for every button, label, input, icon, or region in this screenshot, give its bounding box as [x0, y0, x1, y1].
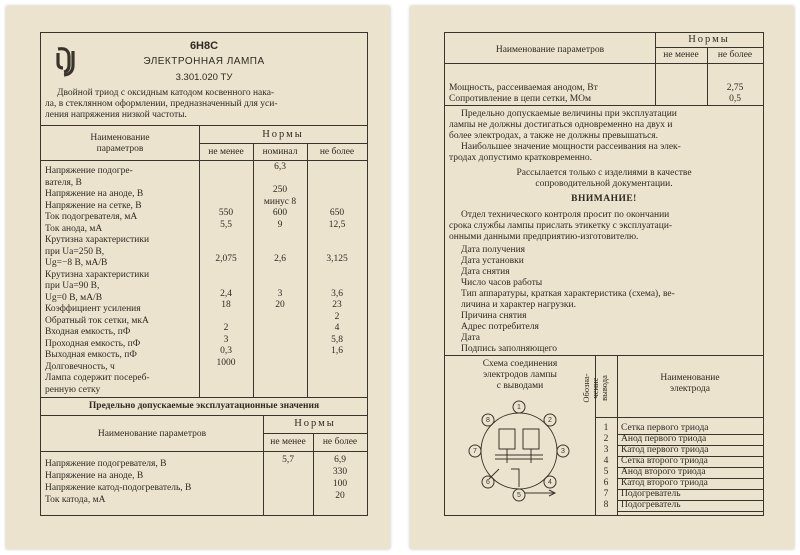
table1-row-name: Напряжение на аноде, В	[45, 189, 144, 199]
scheme-title-line-3: с выводами	[496, 381, 544, 391]
spec-number: 3.301.020 ТУ	[175, 72, 233, 83]
pin-electrode-name: Анод первого триода	[621, 434, 707, 444]
svg-text:2: 2	[548, 417, 552, 424]
para1-line-2: лампы не должны достигаться одновременно на двух и	[449, 120, 673, 130]
rtable-row-2-name: Сопротивление в цепи сетки, МОм	[449, 94, 592, 104]
table1-row-name: вателя, В	[45, 177, 82, 188]
table1-row-nom: 600	[272, 208, 288, 218]
table1-row-name: Крутизна характеристики	[45, 235, 150, 245]
svg-text:3: 3	[561, 448, 565, 455]
table2-name-header: Наименование параметров	[97, 429, 207, 439]
table1-row-name: Обратный ток сетки, мкА	[45, 315, 149, 326]
para1-line-3: более электродах, а также не должны превышаться.	[449, 131, 659, 141]
table1-row-name: Долговечность, ч	[45, 361, 115, 372]
label-field: Дата установки	[461, 256, 524, 266]
label-field: Тип аппаратуры, краткая характеристика (схема), ве-	[461, 289, 675, 299]
table1-row-name: Ug=−8 В, мА/В	[45, 258, 108, 268]
pin-number: 5	[603, 467, 609, 477]
table1-norms-header: Нормы	[262, 129, 304, 140]
rtable-row-1-name: Мощность, рассеиваемая анодом, Вт	[449, 83, 598, 93]
shipping-line-1: Рассылается только с изделиями в качестве	[516, 168, 692, 178]
label-field: Число часов работы	[461, 278, 543, 288]
table2-row-max: 6,9	[334, 455, 346, 465]
description-line-3: ления напряжения низкой частоты.	[45, 110, 187, 120]
rtable-min-header: не менее	[663, 50, 699, 60]
table1-row-max: 4	[334, 323, 340, 333]
svg-text:5: 5	[517, 492, 521, 499]
pin-electrode-name: Катод первого триода	[621, 445, 709, 455]
table2-max-header: не более	[322, 437, 358, 447]
table1-name-header-line-2: параметров	[96, 144, 144, 154]
rtable-row-1-max: 2,75	[726, 83, 744, 93]
table1-row-name: Выходная емкость, пФ	[45, 350, 137, 360]
attention-heading: ВНИМАНИЕ!	[571, 194, 637, 204]
table1-row-max: 3,125	[326, 254, 348, 264]
label-field: Дата	[461, 333, 480, 343]
left-frame	[40, 32, 368, 516]
table1-row-max: 650	[329, 208, 345, 218]
table1-row-name: при Ua=250 В,	[45, 246, 105, 257]
designation-header-line-3: вывода	[599, 375, 609, 401]
pin-electrode-name: Подогреватель	[621, 500, 681, 510]
table2-row-name: Напряжение подогревателя, В	[45, 459, 167, 469]
tube-model: 6Н8С	[189, 40, 219, 52]
designation-header-line-2: чение	[590, 377, 600, 399]
label-field: Дата получения	[461, 245, 526, 255]
label-field: Подпись заполняющего	[461, 344, 558, 354]
table1-row-min: 2,075	[215, 254, 237, 264]
pin-electrode-name: Анод второго триода	[621, 467, 706, 477]
scheme-title-line-2: электродов лампы	[483, 370, 557, 380]
svg-text:6: 6	[486, 479, 490, 486]
table1-row-min: 5,5	[220, 219, 232, 230]
pin-number: 3	[603, 445, 609, 455]
table1-row-name: Коэффициент усиления	[45, 304, 141, 314]
table1-row-min: 1000	[216, 357, 236, 368]
table1-row-min: 0,3	[220, 346, 232, 356]
table1-row-min: 2	[223, 323, 229, 333]
pin-connection-diagram-icon	[459, 393, 579, 511]
table1-min-header: не менее	[208, 147, 244, 157]
table1-row-nom: минус 8	[263, 196, 297, 207]
table1-row-max: 2	[334, 311, 340, 322]
svg-text:4: 4	[548, 479, 552, 486]
notice-line-1: Отдел технического контроля просит по окончании	[461, 210, 670, 220]
pin-number: 6	[603, 478, 609, 488]
pin-number: 7	[603, 489, 609, 499]
rtable-norms-header: Нормы	[688, 34, 730, 45]
svg-text:1: 1	[517, 404, 521, 411]
table1-row-min: 3	[223, 334, 229, 345]
pin-electrode-name: Подогреватель	[621, 489, 681, 499]
shipping-line-2: сопроводительной документации.	[535, 179, 673, 189]
table1-row-nom: 9	[277, 219, 283, 230]
para2-line-2: тродах допустимо кратковременно.	[449, 153, 593, 163]
table1-row-nom: 20	[275, 300, 285, 310]
table1-name-header-line-1: Наименование	[90, 133, 150, 143]
pin-number: 4	[603, 456, 609, 466]
label-field: Причина снятия	[461, 311, 527, 321]
notice-line-3: онными данными предприятию-изготовителю.	[449, 232, 639, 242]
label-field: Адрес потребителя	[461, 322, 539, 332]
limits-section-title: Предельно допускаемые эксплуатационные значения	[88, 401, 320, 411]
table1-row-max: 12,5	[328, 219, 346, 230]
svg-text:7: 7	[473, 448, 477, 455]
table1-row-name: Ток анода, мА	[45, 223, 103, 234]
table2-row-max: 100	[332, 479, 348, 489]
table1-row-min: 2,4	[220, 288, 232, 299]
pin-number: 1	[603, 423, 609, 433]
rtable-row-2-max: 0,5	[729, 94, 741, 104]
pin-row-divider	[617, 511, 763, 512]
table1-row-name: ренную сетку	[45, 384, 101, 395]
pin-electrode-name: Катод второго триода	[621, 478, 708, 488]
table1-row-name: Напряжение на сетке, В	[45, 200, 142, 211]
table1-row-name: Входная емкость, пФ	[45, 327, 131, 337]
table1-row-name: при Ua=90 В,	[45, 281, 100, 291]
table1-row-name: Напряжение подогре-	[45, 166, 133, 176]
table1-row-max: 1,6	[331, 346, 343, 356]
notice-line-2: срока службы лампы прислать этикетку с эксплуатаци-	[449, 221, 673, 231]
table2-norms-header: Нормы	[294, 418, 336, 429]
table2-row-min: 5,7	[282, 455, 294, 465]
table1-row-name: Проходная емкость, пФ	[45, 338, 141, 349]
rtable-name-header: Наименование параметров	[495, 45, 605, 55]
right-page	[410, 6, 794, 549]
table1-row-name: Ug=0 В, мА/В	[45, 292, 103, 303]
table1-max-header: не более	[319, 147, 355, 157]
electrode-header-line-2: электрода	[670, 384, 710, 394]
table1-row-nom: 3	[277, 288, 283, 299]
table1-row-nom: 6,3	[274, 162, 286, 172]
para2-line-1: Наибольшее значение мощности рассеивания на элек-	[461, 142, 681, 152]
table2-row-name: Напряжение катод-подогреватель, В	[45, 483, 192, 493]
table1-row-min: 550	[218, 208, 234, 218]
table1-row-name: Лампа содержит посереб-	[45, 373, 150, 383]
table2-row-max: 20	[335, 491, 345, 501]
electrode-header-line-1: Наименование	[660, 373, 720, 383]
document-title: ЭЛЕКТРОННАЯ ЛАМПА	[143, 56, 265, 67]
pin-number: 8	[603, 500, 609, 510]
table1-nom-header: номинал	[262, 147, 298, 157]
pin-electrode-name: Сетка первого триода	[621, 423, 709, 433]
description-line-1: Двойной триод с оксидным катодом косвенного нака-	[57, 88, 275, 98]
rtable-max-header: не более	[717, 50, 753, 60]
table1-row-name: Крутизна характеристики	[45, 269, 150, 280]
left-page	[6, 6, 390, 549]
pin-electrode-name: Сетка второго триода	[621, 456, 708, 466]
table2-row-name: Ток катода, мА	[45, 495, 106, 505]
para1-line-1: Предельно допускаемые величины при эксплуатации	[461, 109, 677, 119]
table2-row-name: Напряжение на аноде, В	[45, 471, 144, 481]
pin-number: 2	[603, 434, 609, 444]
table1-row-min: 18	[221, 300, 231, 310]
description-line-2: ла, в стеклянном оформлении, предназначенный для уси-	[45, 99, 278, 109]
table1-row-nom: 250	[272, 185, 288, 195]
table2-min-header: не менее	[270, 437, 306, 447]
table1-row-max: 5,8	[331, 334, 343, 345]
table1-row-nom: 2,6	[274, 254, 286, 264]
table2-row-max: 330	[332, 467, 348, 477]
table1-row-name: Ток подогревателя, мА	[45, 212, 138, 222]
designation-header-line-1: Обозна-	[581, 373, 591, 403]
svg-text:8: 8	[486, 417, 490, 424]
scheme-title-line-1: Схема соединения	[482, 359, 558, 369]
label-field: личина и характер нагрузки.	[461, 300, 577, 310]
table1-row-max: 3,6	[331, 288, 343, 299]
table1-row-max: 23	[332, 300, 342, 310]
label-field: Дата снятия	[461, 267, 510, 277]
right-frame	[444, 32, 764, 516]
